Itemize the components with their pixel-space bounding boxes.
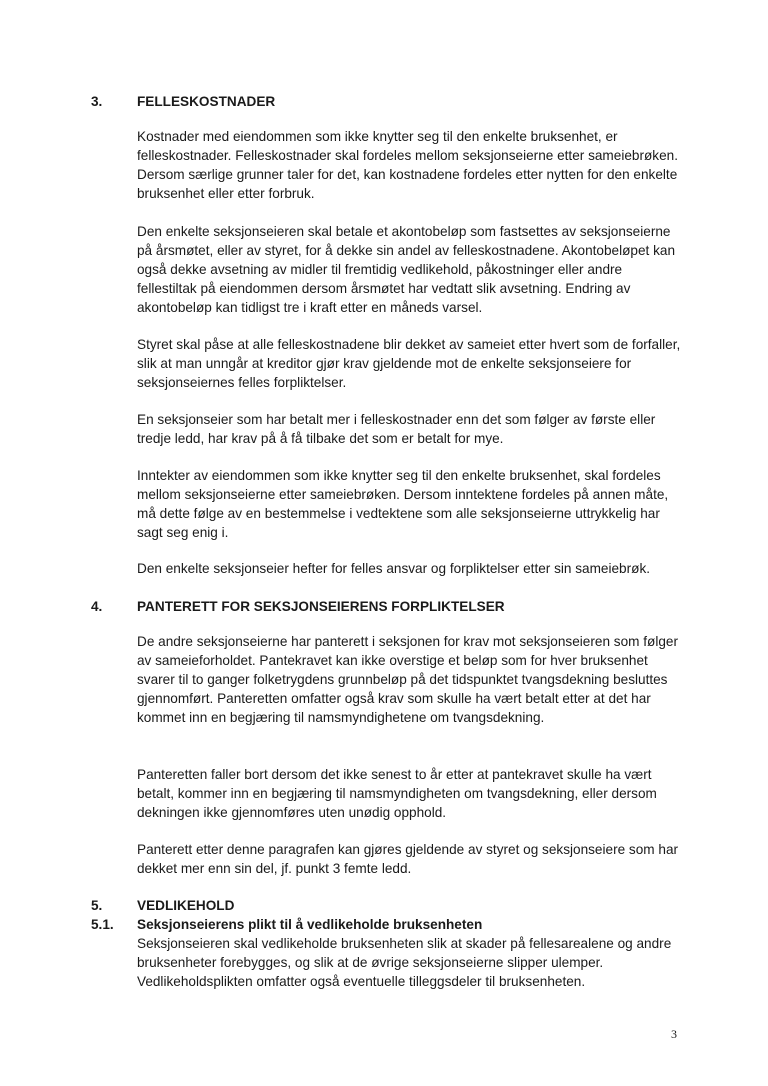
section-title: PANTERETT FOR SEKSJONSEIERENS FORPLIKTELSER [137, 599, 505, 614]
section-title: VEDLIKEHOLD [137, 898, 235, 913]
page-number: 3 [671, 1027, 677, 1041]
paragraph: Den enkelte seksjonseieren skal betale et akontobeløp som fastsettes av seksjonseierne på årsmøtet, eller av styret, for å dekke sin andel av felleskostnadene. Akontobeløpet kan også dekke avsetning av midler til fremtidig vedlikehold, påkostninger eller andre fellestiltak på eiendommen dersom årsmøtet har vedtatt slik avsetning. Endring av akontobeløp kan tidligst tre i kraft etter en måneds varsel. [137, 224, 676, 315]
paragraph: Seksjonseieren skal vedlikeholde bruksenheten slik at skader på fellesarealene og andre bruksenheter forebygges, og slik at de øvrige seksjonseierne slipper ulemper. Vedlikeholdsplikten omfatter også eventuelle tilleggsdeler til bruksenheten. [137, 936, 672, 989]
section-number: 5.1. [91, 917, 114, 932]
section-title: FELLESKOSTNADER [137, 94, 276, 109]
paragraph: Styret skal påse at alle felleskostnadene blir dekket av sameiet etter hvert som de forfaller, slik at man unngår at kreditor gjør krav gjeldende mot de enkelte seksjonseiere for seksjonseiernes felles forpliktelser. [137, 337, 681, 390]
paragraph: Kostnader med eiendommen som ikke knytter seg til den enkelte bruksenhet, er felleskostnader. Felleskostnader skal fordeles mellom seksjonseierne etter sameiebrøken. Dersom særlige grunner taler for det, kan kostnadene fordeles etter nytten for den enkelte bruksenhet eller etter forbruk. [137, 129, 678, 201]
paragraph: De andre seksjonseierne har panterett i seksjonen for krav mot seksjonseieren som følger av sameieforholdet. Pantekravet kan ikke overstige et beløp som for hver bruksenhet svarer til to ganger folketrygdens grunnbeløp på det tidspunktet tvangsdekning besluttes gjennomført. Panteretten omfatter også krav som skulle ha vært betalt etter at det har kommet inn en begjæring til namsmyndighetene om tvangsdekning. [137, 634, 678, 725]
section-number: 5. [91, 898, 103, 913]
paragraph: Inntekter av eiendommen som ikke knytter seg til den enkelte bruksenhet, skal fordeles mellom seksjonseierne etter sameiebrøken. Dersom inntektene fordeles på annen måte, må dette følge av en bestemmelse i vedtektene som alle seksjonseierne uttrykkelig har sagt seg enig i. [137, 468, 669, 540]
paragraph: Panteretten faller bort dersom det ikke senest to år etter at pantekravet skulle ha vært betalt, kommer inn en begjæring til namsmyndigheten om tvangsdekning, eller dersom dekningen ikke gjennomføres uten unødig opphold. [137, 767, 657, 820]
paragraph: Den enkelte seksjonseier hefter for felles ansvar og forpliktelser etter sin sameiebrøk. [137, 561, 651, 576]
paragraph: En seksjonseier som har betalt mer i felleskostnader enn det som følger av første eller tredje ledd, har krav på å få tilbake det som er betalt for mye. [137, 412, 656, 446]
section-number: 4. [91, 599, 103, 614]
section-title: Seksjonseierens plikt til å vedlikeholde bruksenheten [137, 917, 483, 932]
section-number: 3. [91, 94, 103, 109]
paragraph: Panterett etter denne paragrafen kan gjøres gjeldende av styret og seksjonseiere som har dekket mer enn sin del, jf. punkt 3 femte ledd. [137, 842, 679, 876]
